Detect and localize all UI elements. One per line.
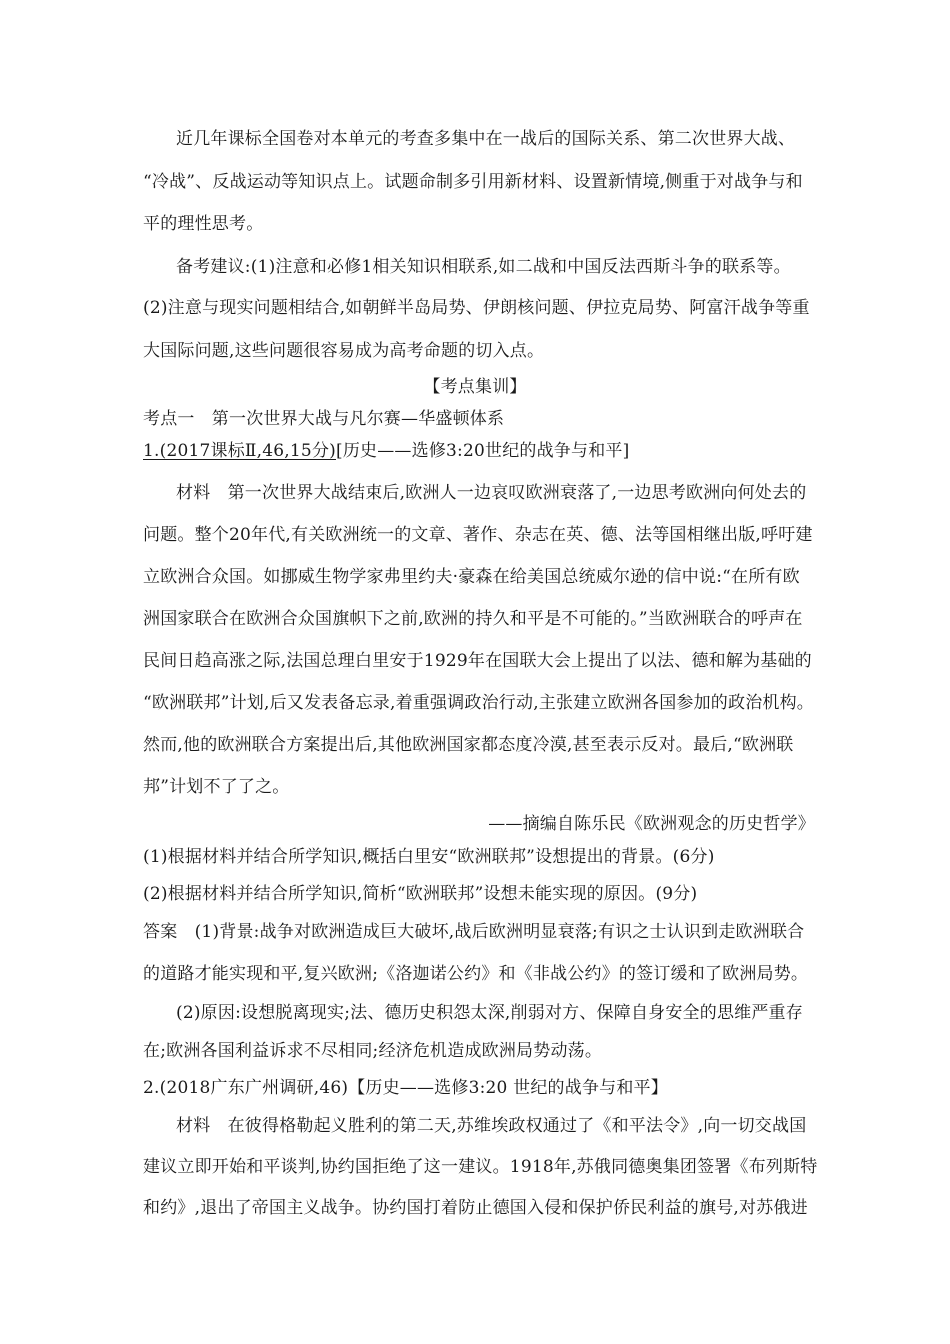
intro-line: 备考建议:(1)注意和必修1相关知识相联系,如二战和中国反法西斯斗争的联系等。 [176,257,791,277]
material-line: 然而,他的欧洲联合方案提出后,其他欧洲国家都态度冷漠,甚至表示反对。最后,“欧洲联 [143,735,794,755]
intro-line: “冷战”、反战运动等知识点上。试题命制多引用新材料、设置新情境,侧重于对战争与和 [143,172,803,192]
material-line: 问题。整个20年代,有关欧洲统一的文章、著作、杂志在英、德、法等国相继出版,呼吁建 [143,525,813,545]
sub-question: (2)根据材料并结合所学知识,简析“欧洲联邦”设想未能实现的原因。(9分) [143,884,698,904]
section-heading: 【考点集训】 [423,377,527,397]
material-line: 建议立即开始和平谈判,协约国拒绝了这一建议。1918年,苏俄同德奥集团签署《布列斯特 [143,1157,818,1177]
citation: ——摘编自陈乐民《欧洲观念的历史哲学》 [488,814,815,834]
topic-heading: 考点一 第一次世界大战与凡尔赛—华盛顿体系 [143,409,505,429]
sub-question: (1)根据材料并结合所学知识,概括白里安“欧洲联邦”设想提出的背景。(6分) [143,847,715,867]
question-category: [历史——选修3:20世纪的战争与和平] [335,441,630,461]
material-line: 洲国家联合在欧洲合众国旗帜下之前,欧洲的持久和平是不可能的。”当欧洲联合的呼声在 [143,609,803,629]
material-line: 材料 第一次世界大战结束后,欧洲人一边哀叹欧洲衰落了,一边思考欧洲向何处去的 [176,483,807,503]
answer-line: (2)原因:设想脱离现实;法、德历史积怨太深,削弱对方、保障自身安全的思维严重存 [176,1003,803,1023]
material-line: 民间日趋高涨之际,法国总理白里安于1929年在国联大会上提出了以法、德和解为基础的 [143,651,812,671]
material-line: 材料 在彼得格勒起义胜利的第二天,苏维埃政权通过了《和平法令》,向一切交战国 [176,1116,807,1136]
intro-line: 大国际问题,这些问题很容易成为高考命题的切入点。 [143,341,545,361]
answer-line: 的道路才能实现和平,复兴欧洲;《洛迦诺公约》和《非战公约》的签订缓和了欧洲局势。 [143,964,809,984]
question-source-link[interactable]: 1.(2017课标Ⅱ,46,15分) [143,441,336,461]
material-line: 邦”计划不了了之。 [143,777,290,797]
answer-line: 在;欧洲各国利益诉求不尽相同;经济危机造成欧洲局势动荡。 [143,1041,603,1061]
intro-line: 近几年课标全国卷对本单元的考查多集中在一战后的国际关系、第二次世界大战、 [176,129,796,149]
intro-line: (2)注意与现实问题相结合,如朝鲜半岛局势、伊朗核问题、伊拉克局势、阿富汗战争等重 [143,298,810,318]
material-line: “欧洲联邦”计划,后又发表备忘录,着重强调政治行动,主张建立欧洲各国参加的政治机构。 [143,693,814,713]
question-header [143,440,629,462]
material-line: 立欧洲合众国。如挪威生物学家弗里约夫·豪森在给美国总统威尔逊的信中说:“在所有欧 [143,567,800,587]
question-header: 2.(2018广东广州调研,46)【历史——选修3:20 世纪的战争与和平】 [143,1078,668,1098]
answer-line: 答案 (1)背景:战争对欧洲造成巨大破坏,战后欧洲明显衰落;有识之士认识到走欧洲联合 [143,922,805,942]
material-line: 和约》,退出了帝国主义战争。协约国打着防止德国入侵和保护侨民利益的旗号,对苏俄进 [143,1198,808,1218]
intro-line: 平的理性思考。 [143,214,264,234]
